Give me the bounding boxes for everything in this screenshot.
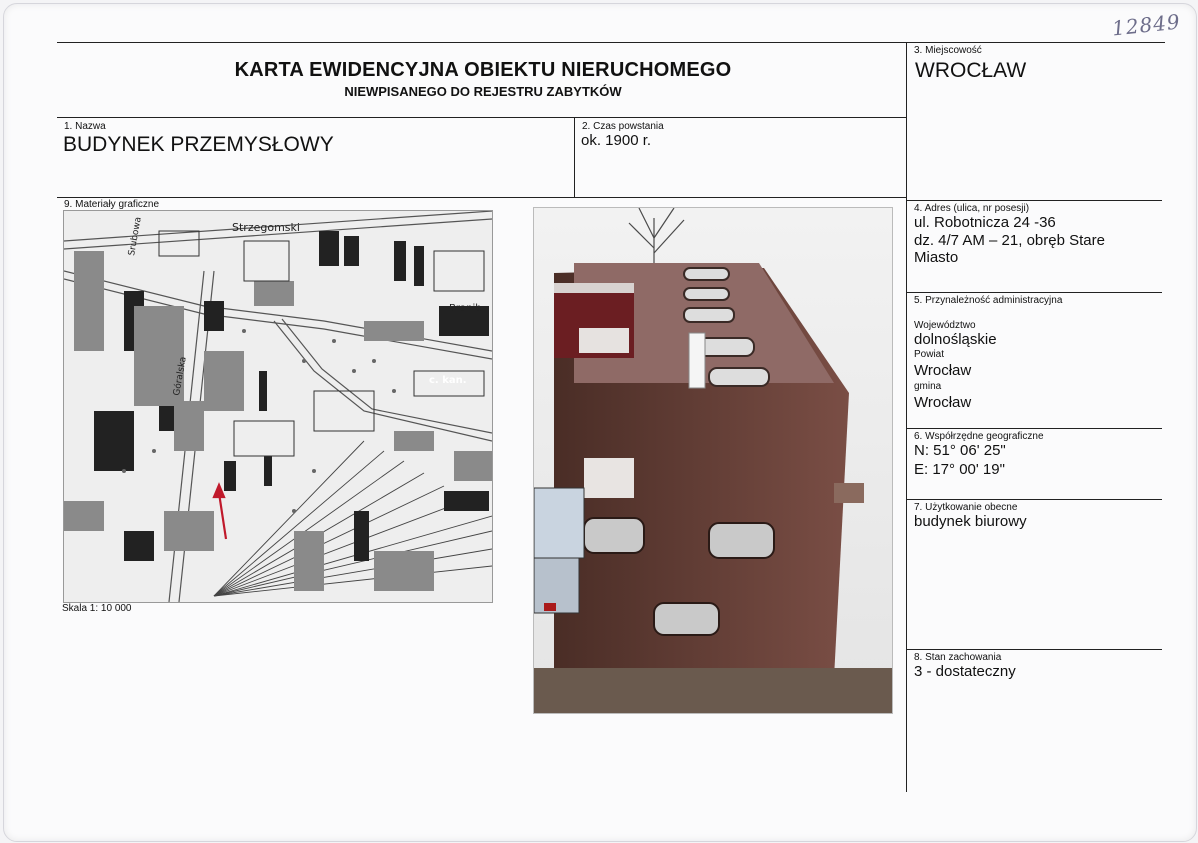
- divider-name-date: [574, 117, 575, 197]
- przynaleznosc-label: 5. Przynależność administracyjna: [914, 295, 1063, 306]
- archive-number: 12849: [1110, 9, 1182, 41]
- wspolrzedne-label: 6. Współrzędne geograficzne: [914, 431, 1044, 442]
- divider-right-uzytkowanie: [906, 499, 1162, 500]
- divider-right-wspolrzedne: [906, 428, 1162, 429]
- divider-right-stan: [906, 649, 1162, 650]
- uzytkowanie-value: budynek biurowy: [914, 513, 1027, 530]
- adres-label: 4. Adres (ulica, nr posesji): [914, 203, 1030, 214]
- miejscowosc-value: WROCŁAW: [915, 59, 1027, 82]
- materialy-label: 9. Materiały graficzne: [64, 199, 160, 210]
- map-street-srubowa: Srubowa: [127, 216, 144, 257]
- adres-line3: Miasto: [914, 249, 959, 266]
- powiat-label: Powiat: [914, 349, 945, 360]
- divider-right-przynaleznosc: [906, 292, 1162, 293]
- divider-main-right: [906, 42, 907, 792]
- stan-value: 3 - dostateczny: [914, 663, 1016, 680]
- adres-line2: dz. 4/7 AM – 21, obręb Stare: [914, 232, 1105, 249]
- map-street-goralska: Góralska: [172, 355, 189, 397]
- divider-top: [57, 42, 1165, 43]
- stan-label: 8. Stan zachowania: [914, 652, 1002, 663]
- wspolrzedne-e: E: 17° 00' 19": [914, 461, 1005, 478]
- wojewodztwo-label: Województwo: [914, 320, 976, 331]
- card-title: KARTA EWIDENCYJNA OBIEKTU NIERUCHOMEGO: [234, 59, 732, 81]
- photo-drawing: [534, 208, 892, 713]
- building-photo: [533, 207, 893, 714]
- wspolrzedne-n: N: 51° 06' 25": [914, 442, 1006, 459]
- wojewodztwo-value: dolnośląskie: [914, 331, 997, 348]
- divider-materials-row: [57, 197, 907, 198]
- miejscowosc-label: 3. Miejscowość: [914, 45, 982, 56]
- uzytkowanie-label: 7. Użytkowanie obecne: [914, 502, 1018, 513]
- map-street-branib: Branib: [449, 303, 482, 314]
- map-street-strzegomski: Strzegomski: [232, 221, 300, 234]
- divider-right-adres: [906, 200, 1162, 201]
- card-subtitle: NIEWPISANEGO DO REJESTRU ZABYTKÓW: [344, 84, 622, 99]
- map-scale: Skala 1: 10 000: [62, 603, 132, 614]
- czas-label: 2. Czas powstania: [582, 121, 664, 132]
- gmina-label: gmina: [914, 381, 942, 392]
- nazwa-value: BUDYNEK PRZEMYSŁOWY: [63, 133, 334, 156]
- adres-line1: ul. Robotnicza 24 -36: [914, 214, 1056, 231]
- map-street-kan: c. kan.: [429, 375, 467, 386]
- powiat-value: Wrocław: [914, 362, 972, 379]
- location-map: [63, 210, 493, 603]
- nazwa-label: 1. Nazwa: [64, 121, 106, 132]
- map-drawing: [64, 211, 492, 602]
- czas-value: ok. 1900 r.: [581, 132, 652, 149]
- gmina-value: Wrocław: [914, 394, 972, 411]
- divider-name-row: [57, 117, 907, 118]
